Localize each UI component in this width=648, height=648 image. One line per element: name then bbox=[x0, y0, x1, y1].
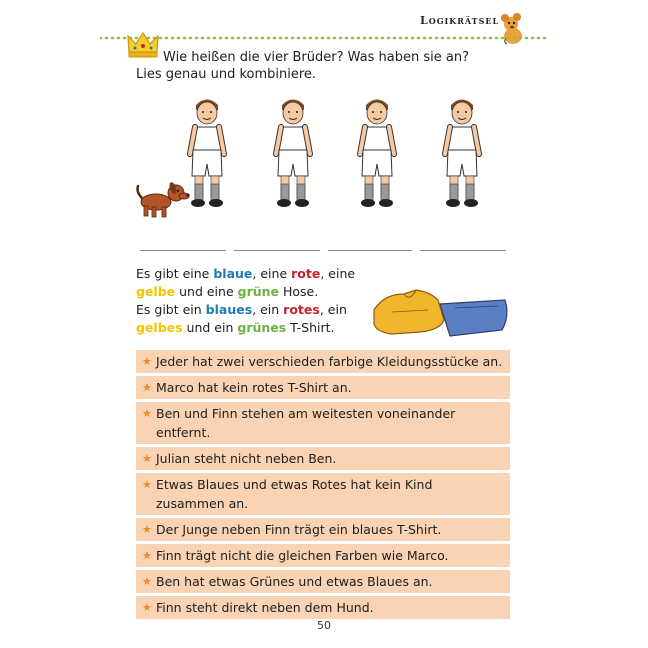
pants-green-word: grüne bbox=[237, 284, 280, 299]
pants-red-word: rote bbox=[291, 266, 321, 281]
clue-item-2: ★ Marco hat kein rotes T-Shirt an. bbox=[136, 376, 510, 399]
folded-clothes-illustration bbox=[370, 286, 510, 342]
name-answer-line-4[interactable] bbox=[420, 250, 506, 251]
name-answer-line-2[interactable] bbox=[234, 250, 320, 251]
pants-line-2: gelbe und eine grüne Hose. bbox=[136, 284, 319, 299]
pants-line-1: Es gibt eine blaue, eine rote, eine bbox=[136, 266, 356, 281]
section-title: Logikrätsel bbox=[420, 14, 500, 27]
name-answer-line-1[interactable] bbox=[140, 250, 226, 251]
shirts-line-2: gelbes und ein grünes T-Shirt. bbox=[136, 320, 335, 335]
task-question: Wie heißen die vier Brüder? Was haben sie an? bbox=[163, 50, 469, 65]
dog-illustration bbox=[134, 178, 190, 218]
shirts-line-1: Es gibt ein blaues, ein rotes, ein bbox=[136, 302, 347, 317]
star-icon: ★ bbox=[142, 523, 152, 536]
pants-yellow-word: gelbe bbox=[136, 284, 176, 299]
clue-item-4: ★ Julian steht nicht neben Ben. bbox=[136, 447, 510, 470]
clue-item-9: ★ Finn steht direkt neben dem Hund. bbox=[136, 596, 510, 619]
task-instruction: Lies genau und kombiniere. bbox=[136, 67, 317, 82]
clothing-intro-text bbox=[136, 265, 376, 337]
star-icon: ★ bbox=[142, 452, 152, 465]
crown-icon bbox=[126, 30, 160, 60]
boy-figure-4 bbox=[437, 96, 487, 218]
star-icon: ★ bbox=[142, 381, 152, 394]
boy-figure-3 bbox=[352, 96, 402, 218]
star-icon: ★ bbox=[142, 549, 152, 562]
shirt-red-word: rotes bbox=[283, 302, 320, 317]
star-icon: ★ bbox=[142, 407, 152, 420]
clue-item-1: ★ Jeder hat zwei verschieden farbige Kleidungsstücke an. bbox=[136, 350, 510, 373]
shirt-green-word: grünes bbox=[237, 320, 287, 335]
clue-item-5: ★ Etwas Blaues und etwas Rotes hat kein Kind zusammen an. bbox=[136, 473, 510, 515]
star-icon: ★ bbox=[142, 575, 152, 588]
clue-item-7: ★ Finn trägt nicht die gleichen Farben wie Marco. bbox=[136, 544, 510, 567]
star-icon: ★ bbox=[142, 478, 152, 491]
shirt-blue-word: blaues bbox=[205, 302, 253, 317]
star-icon: ★ bbox=[142, 355, 152, 368]
name-answer-line-3[interactable] bbox=[328, 250, 412, 251]
star-icon: ★ bbox=[142, 601, 152, 614]
page-number: 50 bbox=[317, 619, 331, 632]
boy-figure-2 bbox=[268, 96, 318, 218]
shirt-yellow-word: gelbes bbox=[136, 320, 183, 335]
clue-item-3: ★ Ben und Finn stehen am weitesten voneinander entfernt. bbox=[136, 402, 510, 444]
clue-list bbox=[136, 350, 510, 622]
mouse-mascot-icon bbox=[497, 12, 527, 46]
dotted-divider bbox=[100, 36, 550, 40]
pants-blue-word: blaue bbox=[213, 266, 253, 281]
clue-item-8: ★ Ben hat etwas Grünes und etwas Blaues an. bbox=[136, 570, 510, 593]
clue-item-6: ★ Der Junge neben Finn trägt ein blaues T-Shirt. bbox=[136, 518, 510, 541]
